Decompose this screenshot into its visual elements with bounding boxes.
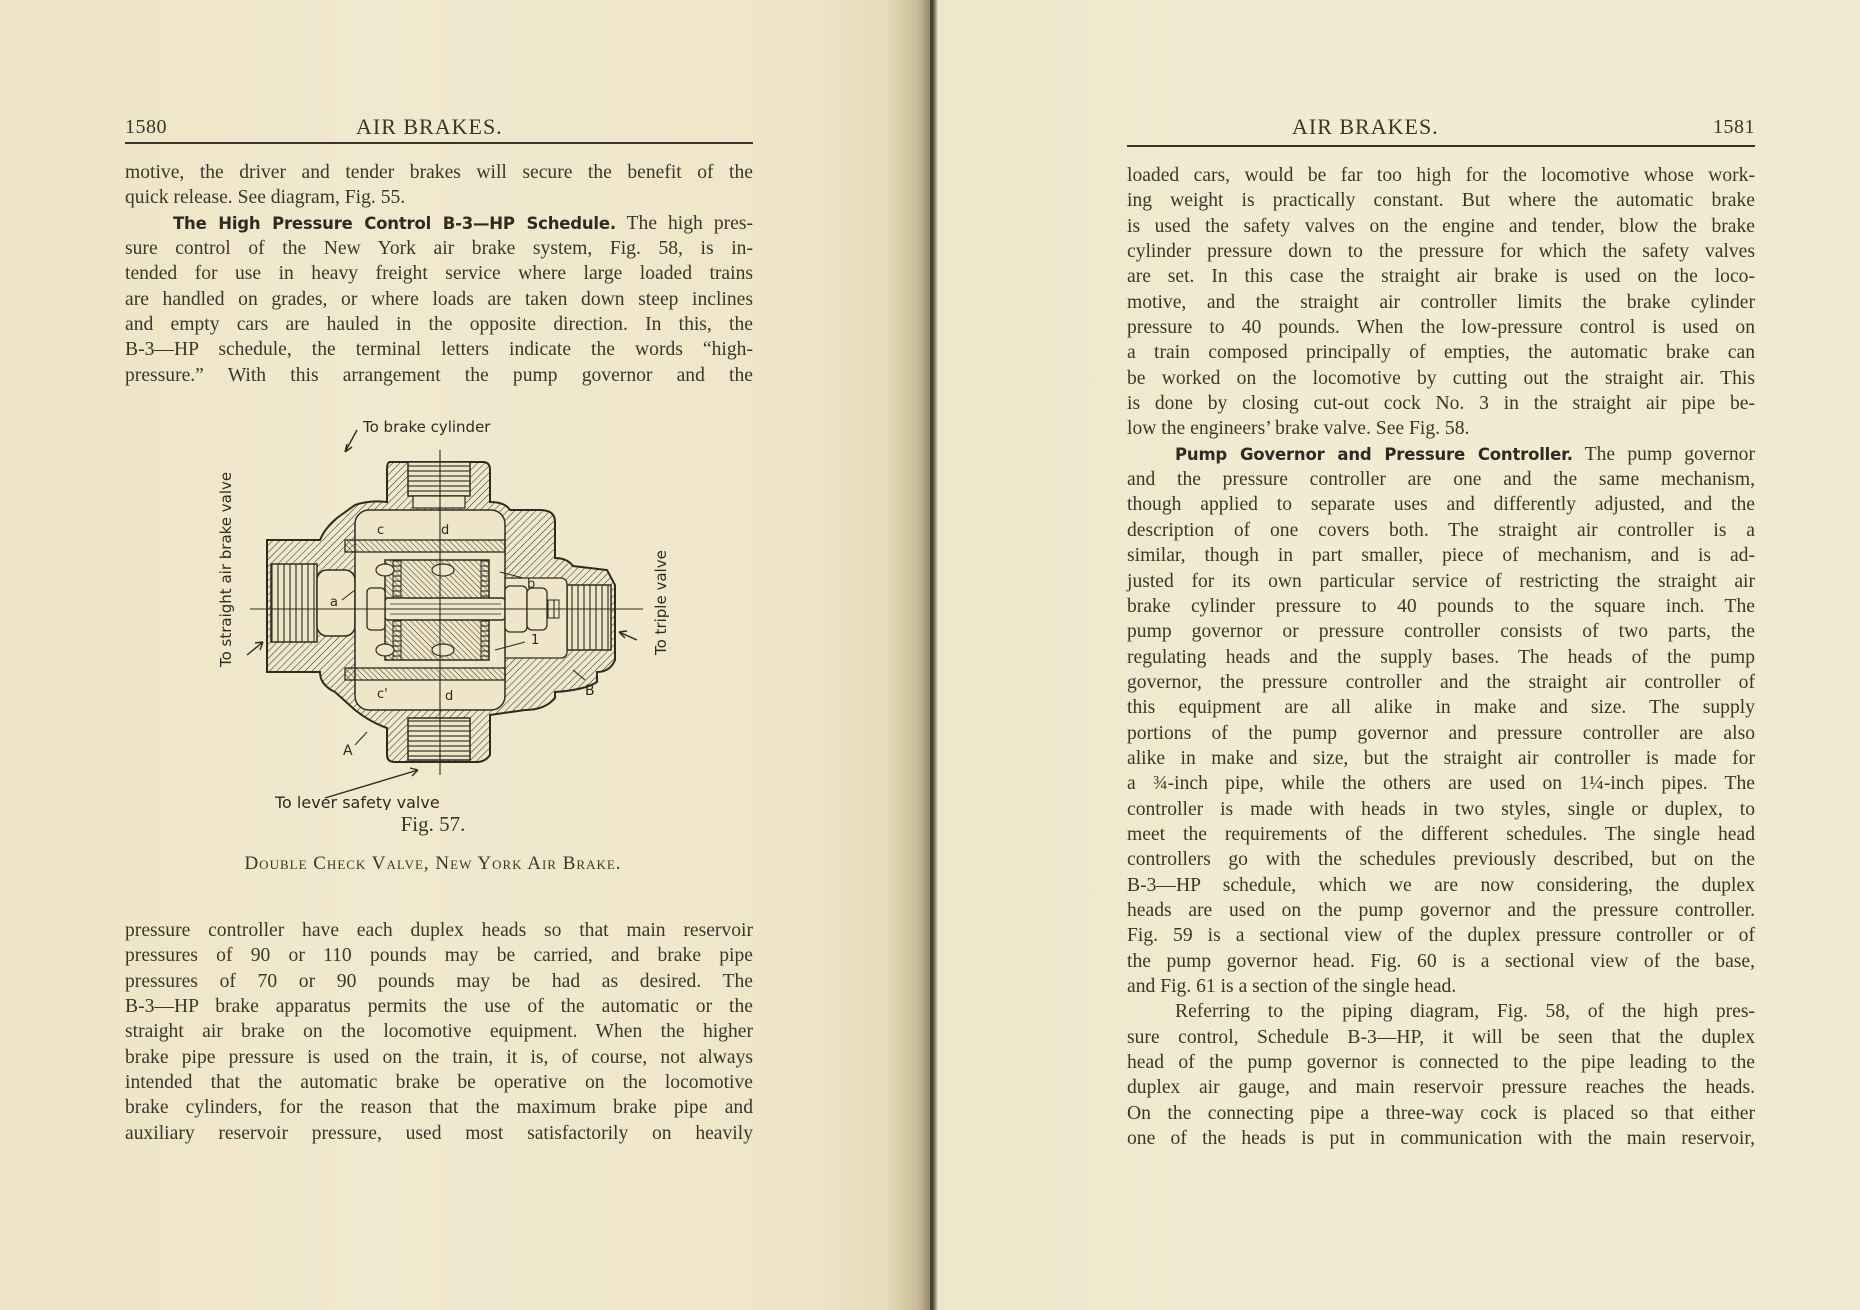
- section-heading-pump-governor: Pump Governor and Pressure Controller.: [1175, 444, 1573, 464]
- text-line: motive, and the straight air controller limits the brake cylinder: [1127, 291, 1755, 313]
- right-running-head: [1127, 104, 1755, 144]
- text-line: be worked on the locomotive by cutting out the straight air. This: [1127, 367, 1755, 389]
- section-heading-high-pressure: The High Pressure Control B-3—HP Schedule.: [173, 213, 616, 233]
- part-label-c: c: [377, 523, 385, 538]
- text-line: and empty cars are hauled in the opposite direction. In this, the: [125, 314, 753, 336]
- text-line: Fig. 59 is a sectional view of the duplex pressure controller or of: [1127, 925, 1755, 947]
- part-label-a: a: [330, 595, 338, 610]
- figure-caption: Double Check Valve, New York Air Brake.: [244, 853, 622, 874]
- header-rule-right: [1127, 145, 1755, 147]
- text-line: alike in make and size, but the straight air controller is made for: [1127, 747, 1755, 769]
- left-running-head: [125, 104, 753, 144]
- text-line: and Fig. 61 is a section of the single head.: [1127, 976, 1457, 997]
- figure-number: Fig. 57.: [400, 812, 466, 836]
- running-title-right: AIR BRAKES.: [1292, 114, 1439, 139]
- text-line: is used the safety valves on the engine and tender, blow the brake: [1127, 215, 1755, 237]
- text-line: portions of the pump governor and pressure controller are also: [1127, 722, 1755, 744]
- text-line: controllers go with the schedules previously described, but on the: [1127, 849, 1755, 871]
- figure-57-double-check-valve: [205, 410, 685, 810]
- right-column: [1127, 163, 1755, 1151]
- label-to-triple-valve: To triple valve: [652, 550, 670, 655]
- text-line: B-3—HP schedule, the terminal letters indicate the words “high-: [125, 339, 753, 361]
- part-label-b: b: [527, 577, 536, 592]
- page-number-right: 1581: [1713, 116, 1755, 138]
- text-line: duplex air gauge, and main reservoir pressure reaches the heads.: [1127, 1077, 1755, 1099]
- text-line: regulating heads and the supply bases. The heads of the pump: [1127, 646, 1755, 668]
- text-line: similar, though in part smaller, piece of mechanism, and is ad-: [1127, 545, 1755, 567]
- text-line: pressure.” With this arrangement the pump governor and the: [125, 364, 753, 386]
- text-line: are set. In this case the straight air brake is used on the loco-: [1127, 266, 1755, 288]
- section-line: Pump Governor and Pressure Controller. The pump governor: [1175, 443, 1755, 465]
- label-to-lever-safety-valve: To lever safety valve: [275, 793, 440, 810]
- text-line: head of the pump governor is connected to the pipe leading to the: [1127, 1052, 1755, 1074]
- text-line: pressures of 70 or 90 pounds may be had as desired. The: [125, 970, 753, 992]
- text-line: are handled on grades, or where loads are taken down steep inclines: [125, 288, 753, 310]
- text-line: brake pipe pressure is used on the train, it is, of course, not always: [125, 1046, 753, 1068]
- text-line: B-3—HP schedule, which we are now considering, the duplex: [1127, 874, 1755, 896]
- text-line: governor, the pressure controller and the straight air controller of: [1127, 671, 1755, 693]
- text-line: meet the requirements of the different schedules. The single head: [1127, 823, 1755, 845]
- text-line: cylinder pressure down to the pressure for which the safety valves: [1127, 241, 1755, 263]
- text-line: tended for use in heavy freight service where large loaded trains: [125, 263, 753, 285]
- text-line: auxiliary reservoir pressure, used most satisfactorily on heavily: [125, 1122, 753, 1144]
- text-line: Referring to the piping diagram, Fig. 58, of the high pres-: [1175, 1001, 1755, 1023]
- left-column-bottom: [125, 918, 753, 1146]
- part-label-1: 1: [531, 633, 540, 648]
- text-line: sure control of the New York air brake system, Fig. 58, is in-: [125, 238, 753, 260]
- text-line: quick release. See diagram, Fig. 55.: [125, 187, 406, 209]
- text-line: brake cylinders, for the reason that the maximum brake pipe and: [125, 1097, 753, 1119]
- page-number-left: 1580: [125, 116, 167, 138]
- text-line: heads are used on the pump governor and the pressure controller.: [1127, 899, 1755, 921]
- part-label-c-prime: c': [377, 687, 388, 702]
- text-line: controller is made with heads in two styles, single or duplex, to: [1127, 798, 1755, 820]
- text-line: pressure controller have each duplex heads so that main reservoir: [125, 920, 753, 941]
- text-line: B-3—HP brake apparatus permits the use of the automatic or the: [125, 996, 753, 1018]
- text-line: intended that the automatic brake be operative on the locomotive: [125, 1072, 753, 1094]
- part-label-B: B: [585, 683, 595, 699]
- text-line: straight air brake on the locomotive equipment. When the higher: [125, 1021, 753, 1043]
- part-label-d-top: d: [441, 523, 450, 538]
- text-line: ing weight is practically constant. But where the automatic brake: [1127, 190, 1755, 212]
- text-line: low the engineers’ brake valve. See Fig. 58.: [1127, 418, 1470, 440]
- text-line: one of the heads is put in communication with the main reservoir,: [1127, 1128, 1755, 1150]
- section-line: The High Pressure Control B-3—HP Schedule. The high pres-: [173, 212, 753, 234]
- text-line: is done by closing cut-out cock No. 3 in the straight air pipe be-: [1127, 393, 1755, 415]
- text-line: brake cylinder pressure to 40 pounds to the square inch. The: [1127, 595, 1755, 617]
- text-line: sure control, Schedule B-3—HP, it will be seen that the duplex: [1127, 1026, 1755, 1048]
- text-line: the pump governor head. Fig. 60 is a sectional view of the base,: [1127, 950, 1755, 972]
- label-to-straight-air-brake-valve: To straight air brake valve: [217, 471, 235, 667]
- header-rule-left: [125, 142, 753, 144]
- text-line: a train composed principally of empties, the automatic brake can: [1127, 342, 1755, 364]
- text-line: pressure to 40 pounds. When the low-pressure control is used on: [1127, 317, 1755, 339]
- text-line: this equipment are all alike in make and size. The supply: [1127, 697, 1755, 719]
- valve-cross-section-drawing: [205, 410, 685, 810]
- running-title-left: AIR BRAKES.: [356, 114, 503, 139]
- part-label-d-bottom: d: [445, 689, 454, 704]
- left-column-top: [125, 160, 753, 388]
- text-line: though applied to separate uses and differently adjusted, and the: [1127, 494, 1755, 516]
- text-line: pump governor or pressure controller consists of two parts, the: [1127, 621, 1755, 643]
- text-line: a ¾-inch pipe, while the others are used on 1¼-inch pipes. The: [1127, 773, 1755, 795]
- text-line: justed for its own particular service of restricting the straight air: [1127, 570, 1755, 592]
- text-line: and the pressure controller are one and the same mechanism,: [1127, 469, 1755, 491]
- text-line: On the connecting pipe a three-way cock is placed so that either: [1127, 1102, 1755, 1124]
- part-label-A: A: [343, 743, 353, 759]
- label-to-brake-cylinder: To brake cylinder: [363, 418, 491, 436]
- text-line: description of one covers both. The straight air controller is a: [1127, 519, 1755, 541]
- text-line: motive, the driver and tender brakes will secure the benefit of the: [125, 162, 753, 183]
- text-line: loaded cars, would be far too high for the locomotive whose work-: [1127, 165, 1755, 186]
- text-line: pressures of 90 or 110 pounds may be carried, and brake pipe: [125, 945, 753, 967]
- book-gutter: [930, 0, 933, 1310]
